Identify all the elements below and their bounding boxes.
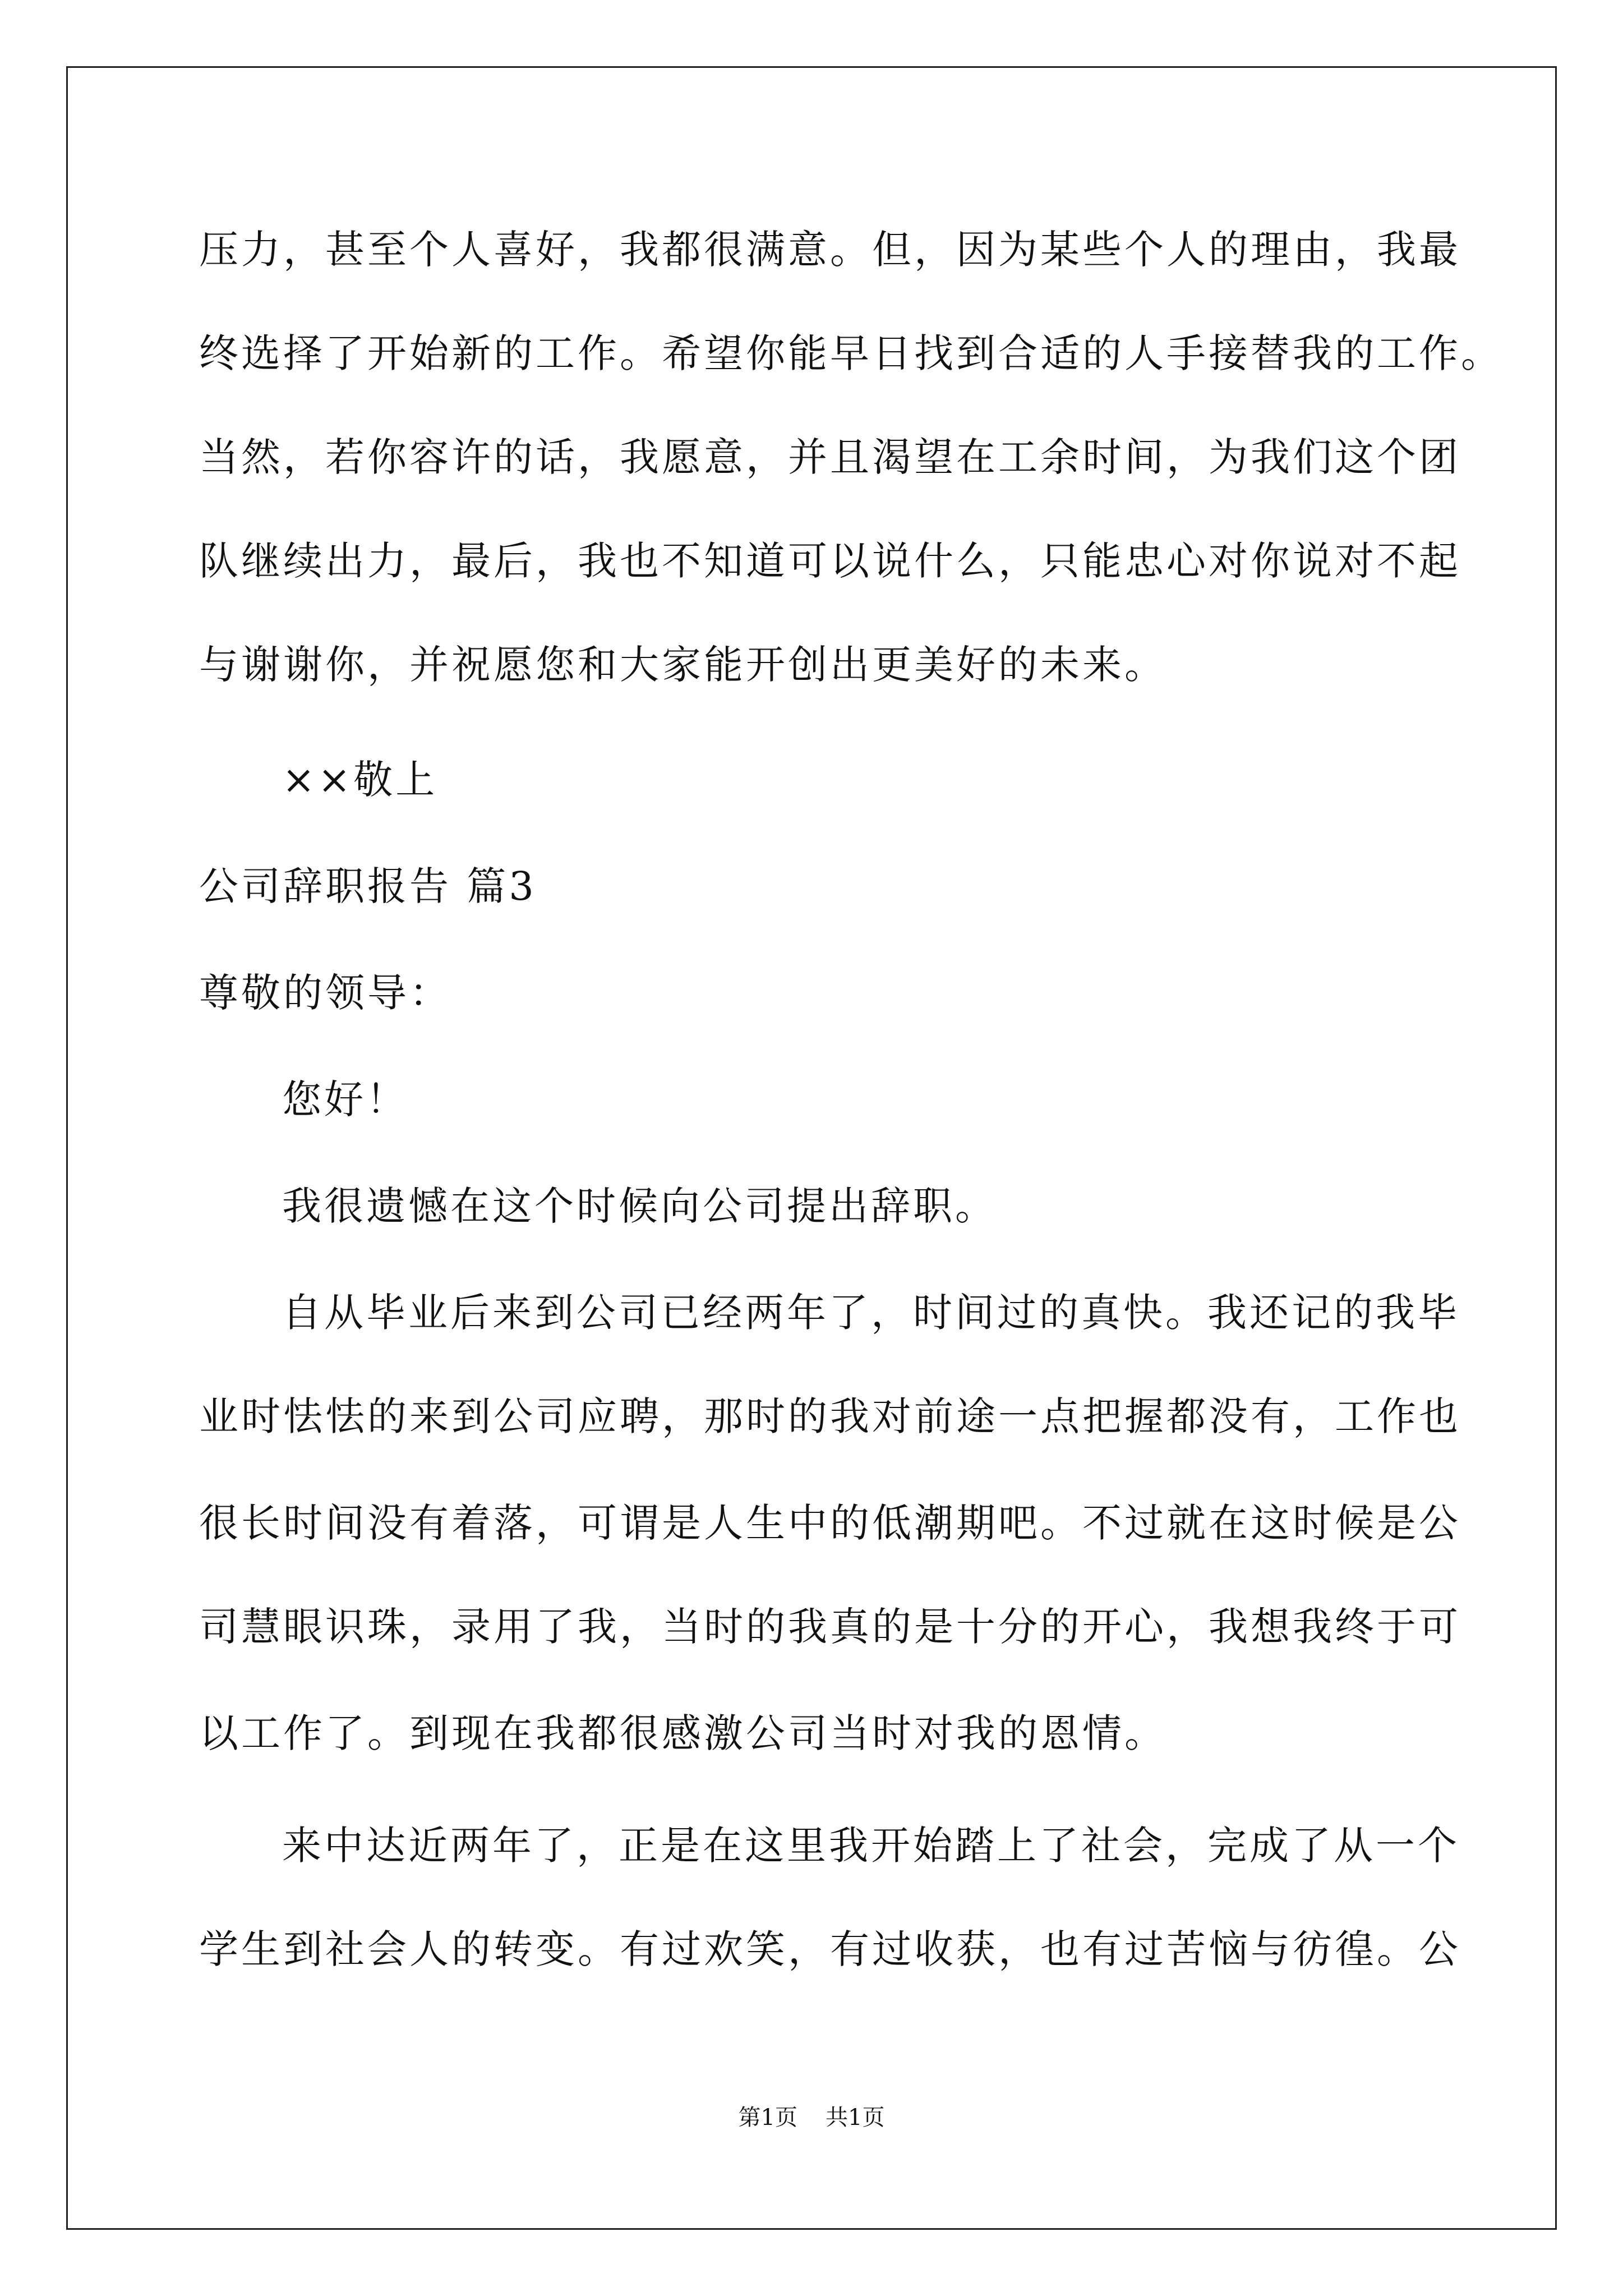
page-border <box>66 66 1557 2230</box>
paragraph-line: 我很遗憾在这个时候向公司提出辞职。 <box>282 1183 997 1229</box>
paragraph-line: 终选择了开始新的工作。希望你能早日找到合适的人手接替我的工作。 <box>199 330 1503 376</box>
salutation: 尊敬的领导： <box>199 970 451 1016</box>
paragraph-line: 很长时间没有着落，可谓是人生中的低潮期吧。不过就在这时候是公 <box>199 1500 1461 1546</box>
page-footer <box>0 2101 1623 2134</box>
paragraph-line: 当然，若你容许的话，我愿意，并且渴望在工余时间，为我们这个团 <box>199 434 1461 480</box>
paragraph-line: 与谢谢你，并祝愿您和大家能开创出更美好的未来。 <box>199 642 1166 688</box>
page-total: 共1页 <box>826 2105 885 2131</box>
section-heading: 公司辞职报告 篇3 <box>199 863 537 909</box>
paragraph-line: 业时怯怯的来到公司应聘，那时的我对前途一点把握都没有，工作也 <box>199 1393 1461 1439</box>
paragraph-line: 压力，甚至个人喜好，我都很满意。但，因为某些个人的理由，我最 <box>199 227 1461 273</box>
signature-line: ××敬上 <box>282 757 438 803</box>
paragraph-line: 以工作了。到现在我都很感激公司当时对我的恩情。 <box>199 1710 1166 1756</box>
paragraph-line: 来中达近两年了，正是在这里我开始踏上了社会，完成了从一个 <box>282 1823 1460 1869</box>
paragraph-line: 自从毕业后来到公司已经两年了，时间过的真快。我还记的我毕 <box>282 1290 1460 1336</box>
paragraph-line: 队继续出力，最后，我也不知道可以说什么，只能忠心对你说对不起 <box>199 538 1461 584</box>
paragraph-line: 学生到社会人的转变。有过欢笑，有过收获，也有过苦恼与彷徨。公 <box>199 1926 1461 1972</box>
paragraph-line: 司慧眼识珠，录用了我，当时的我真的是十分的开心，我想我终于可 <box>199 1604 1461 1650</box>
greeting: 您好！ <box>282 1076 408 1122</box>
page-number: 第1页 <box>738 2105 797 2131</box>
